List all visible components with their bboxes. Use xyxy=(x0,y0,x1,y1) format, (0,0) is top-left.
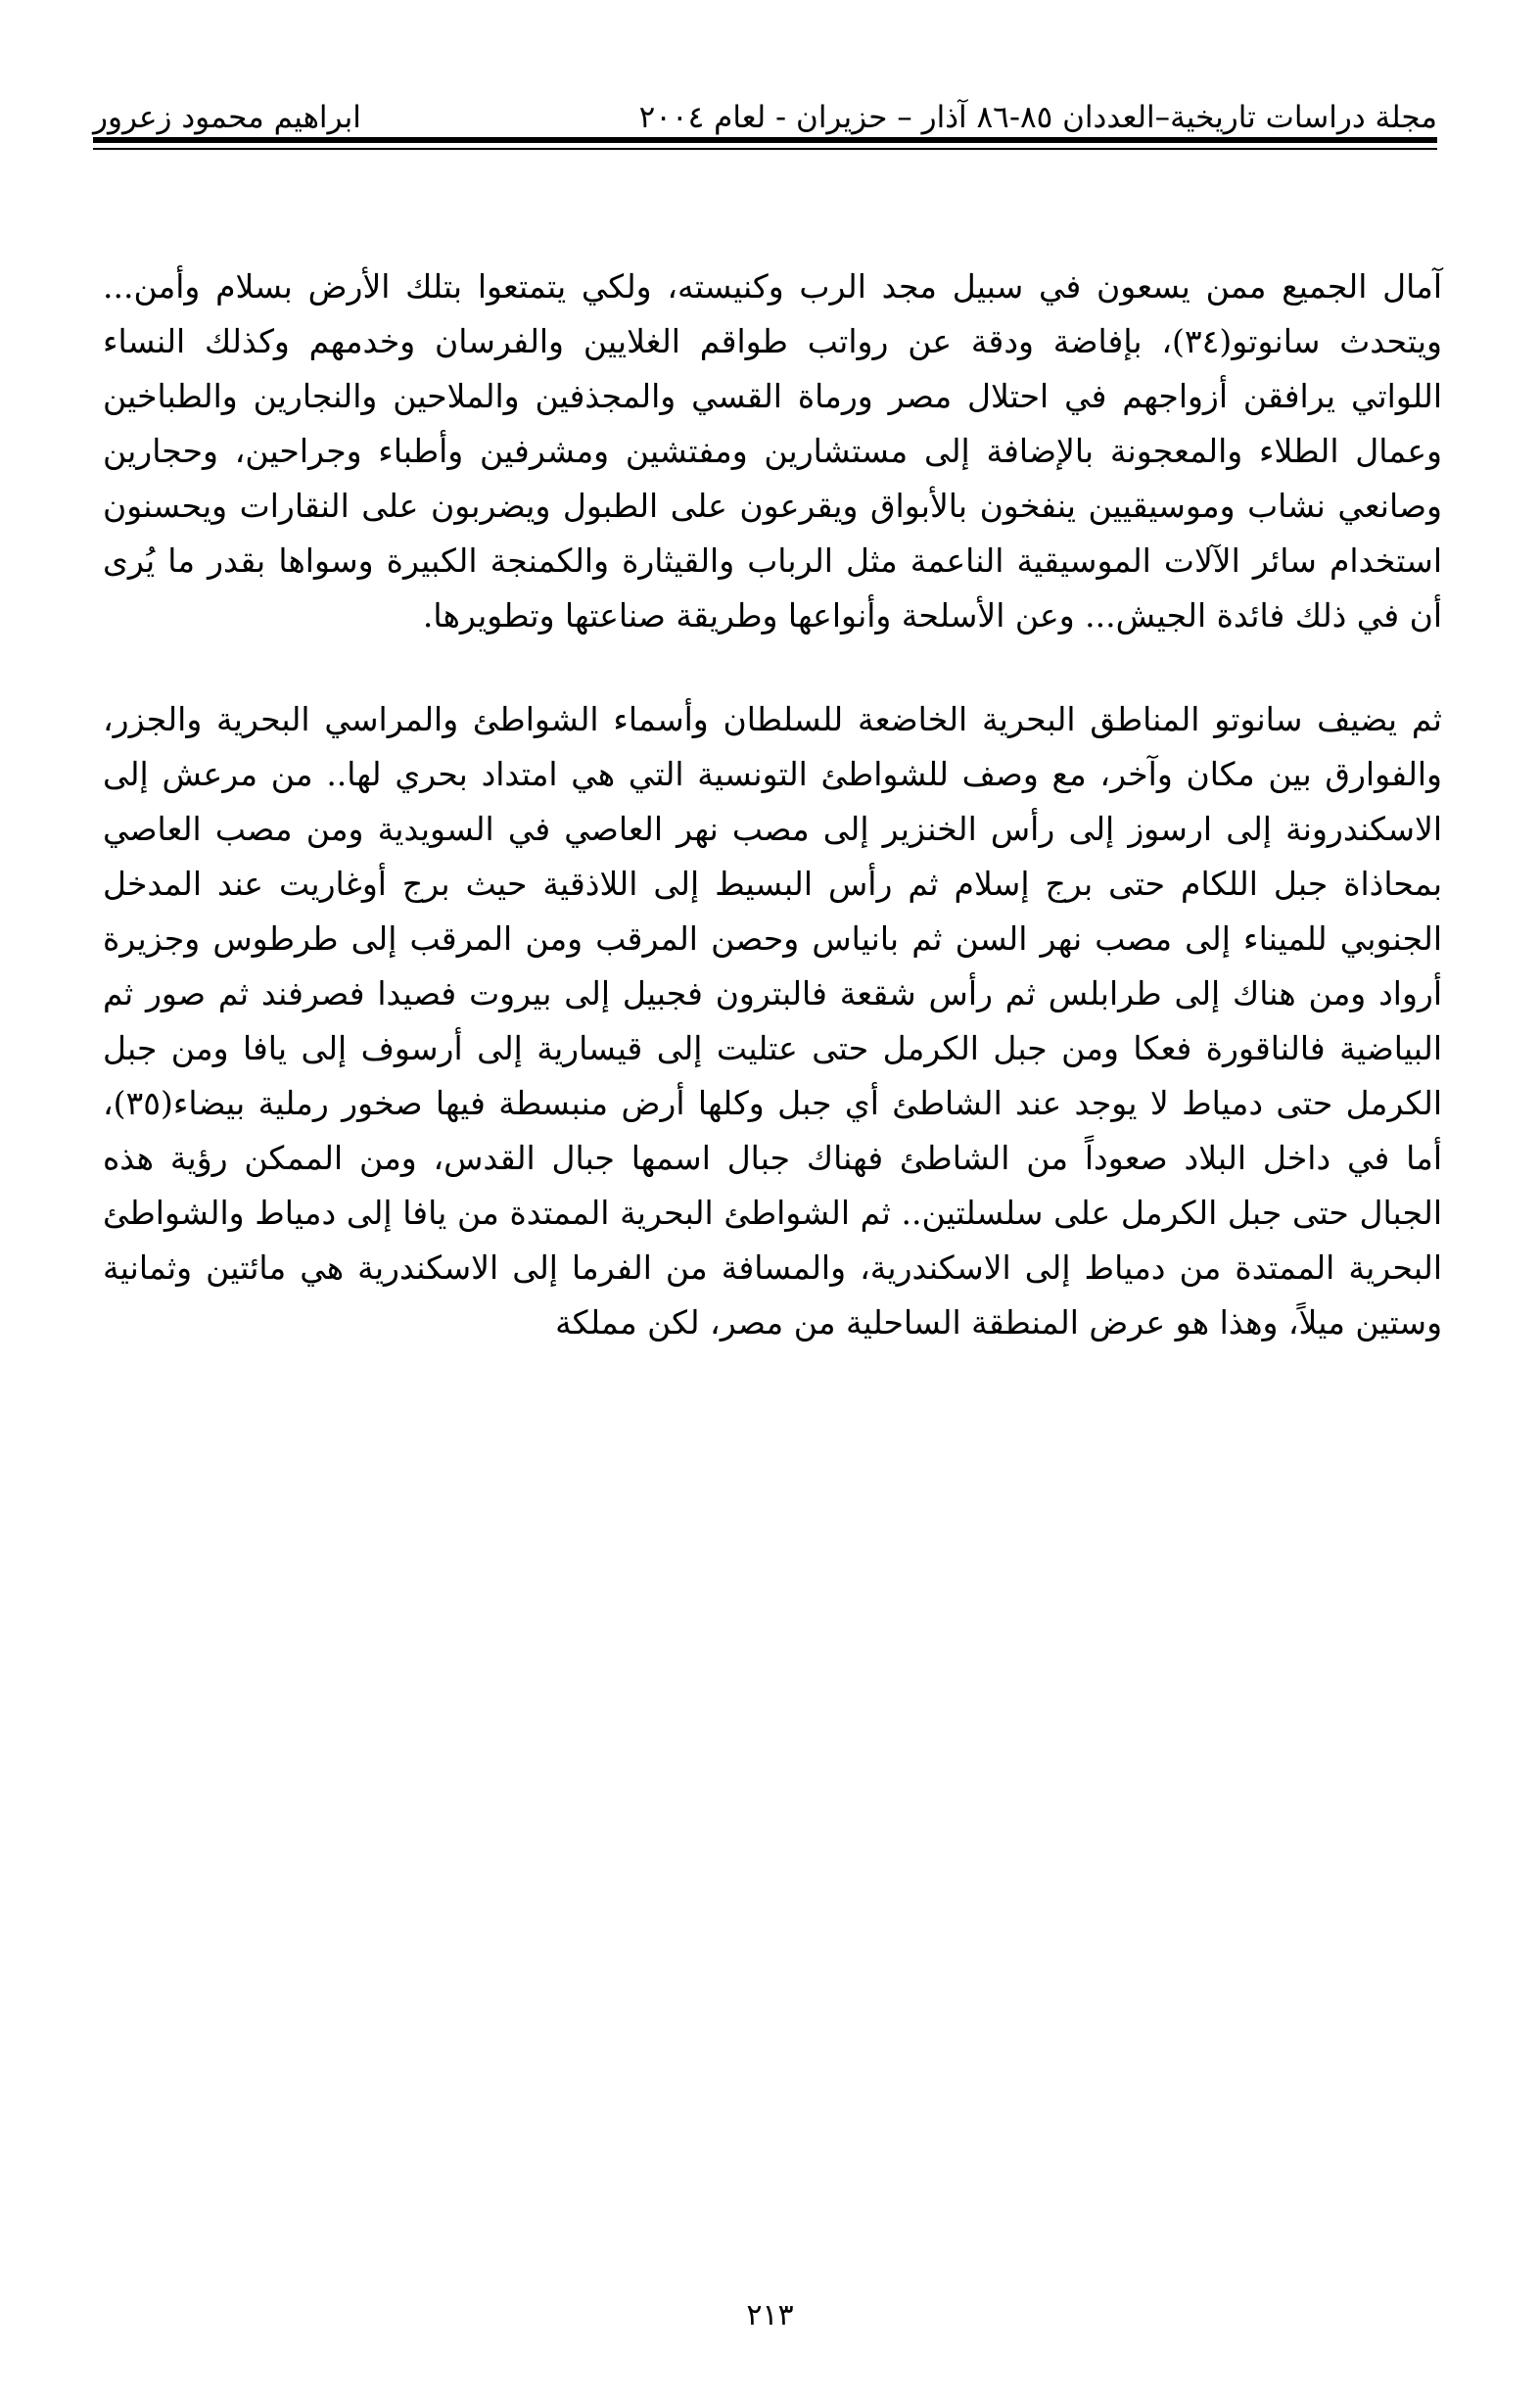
header-rule xyxy=(93,137,1437,143)
header-rule-thin xyxy=(93,148,1437,150)
paragraph: آمال الجميع ممن يسعون في سبيل مجد الرب وكنيسته، ولكي يتمتعوا بتلك الأرض بسلام وأمن... ويتحدث سانوتو(٣٤)، بإفاضة ودقة عن رواتب طواقم الغلايين والفرسان وخدمهم وكذلك النساء اللواتي يرافقن أزواجهم في احتلال مصر ورماة القسي والمجذفين والملاحين والنجارين والطباخين وعمال الطلاء والمعجونة بالإضافة إلى مستشارين ومفتشين ومشرفين وأطباء وجراحين، وحجارين وصانعي نشاب وموسيقيين ينفخون بالأبواق ويقرعون على الطبول ويضربون على النقارات ويحسنون استخدام سائر الآلات الموسيقية الناعمة مثل الرباب والقيثارة والكمنجة الكبيرة وسواها بقدر ما يُرى أن في ذلك فائدة الجيش... وعن الأسلحة وأنواعها وطريقة صناعتها وتطويرها. xyxy=(103,267,1443,635)
body-text xyxy=(103,259,1442,1350)
author-name: ابراهيم محمود زعرور xyxy=(93,100,361,135)
page-number: ٢١٣ xyxy=(746,2298,794,2332)
paragraph: ثم يضيف سانوتو المناطق البحرية الخاضعة للسلطان وأسماء الشواطئ والمراسي البحرية والجزر، والفوارق بين مكان وآخر، مع وصف للشواطئ التونسية التي هي امتداد بحري لها.. من مرعش إلى الاسكندرونة إلى ارسوز إلى رأس الخنزير إلى مصب نهر العاصي في السويدية ومن مصب العاصي بمحاذاة جبل اللكام حتى برج إسلام ثم رأس البسيط إلى اللاذقية حيث برج أوغاريت عند المدخل الجنوبي للميناء إلى مصب نهر السن ثم بانياس وحصن المرقب ومن المرقب إلى طرطوس وجزيرة أرواد ومن هناك إلى طرابلس ثم رأس شقعة فالبترون فجبيل إلى بيروت فصيدا فصرفند ثم صور ثم البياضية فالناقورة فعكا ومن جبل الكرمل حتى عتليت إلى قيسارية إلى أرسوف إلى يافا ومن جبل الكرمل حتى دمياط لا يوجد عند الشاطئ أي جبل وكلها أرض منبسطة فيها صخور رملية بيضاء(٣٥)، أما في داخل البلاد صعوداً من الشاطئ فهناك جبال اسمها جبال القدس، ومن الممكن رؤية هذه الجبال حتى جبل الكرمل على سلسلتين.. ثم الشواطئ البحرية الممتدة من يافا إلى دمياط والشواطئ البحرية الممتدة من دمياط إلى الاسكندرية، والمسافة من الفرما إلى الاسكندرية هي مائتين وثمانية وستين ميلاً، وهذا هو عرض المنطقة الساحلية من مصر، لكن مملكة xyxy=(103,700,1442,1342)
running-header xyxy=(93,83,1437,137)
journal-title: مجلة دراسات تاريخية–العددان ٨٥-٨٦ آذار – حزيران - لعام ٢٠٠٤ xyxy=(638,100,1437,135)
